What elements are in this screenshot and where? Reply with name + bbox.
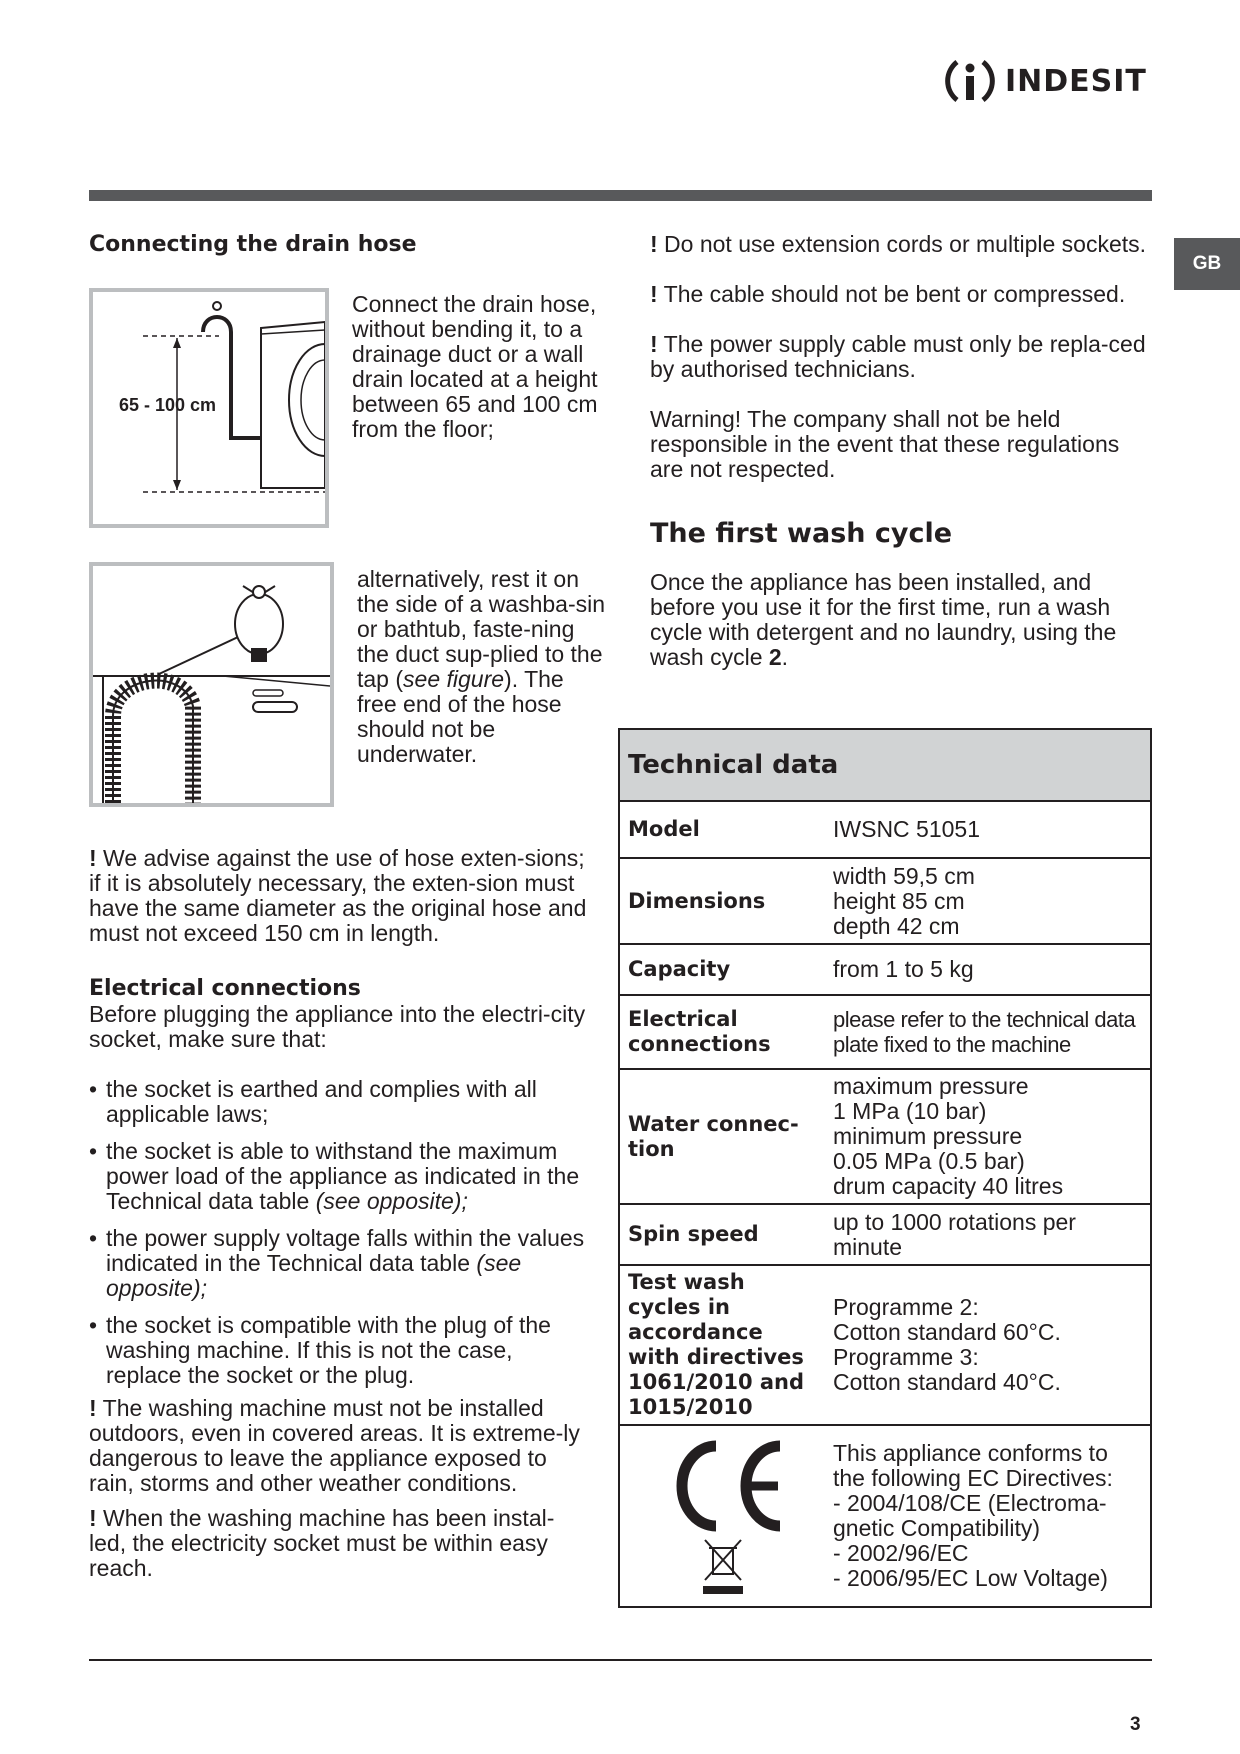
water-connection-label: Water connec- tion <box>619 1069 825 1204</box>
water-connection-value: maximum pressure 1 MPa (10 bar) minimum pressure 0.05 MPa (0.5 bar) drum capacity 40 litres <box>825 1069 1151 1204</box>
table-row <box>619 1069 1151 1204</box>
table-row <box>619 1204 1151 1265</box>
language-tab: GB <box>1174 238 1240 290</box>
washbasin-instruction-text: alternatively, rest it on the side of a washba-sin or bathtub, faste-ning the duct sup-plied to the tap (see figure). The free end of the hose should not be underwater. <box>357 566 606 767</box>
capacity-label: Capacity <box>619 944 825 995</box>
table-row <box>619 801 1151 858</box>
extension-cord-warning: ! Do not use extension cords or multiple sockets. <box>650 231 1147 257</box>
electrical-connections-heading: Electrical connections <box>89 976 361 1001</box>
table-row <box>619 995 1151 1069</box>
page-number: 3 <box>1130 1714 1141 1735</box>
table-row <box>619 858 1151 944</box>
dimensions-value: width 59,5 cm height 85 cm depth 42 cm <box>825 858 1151 944</box>
list-item: • the power supply voltage falls within the values indicated in the Technical data table (see opposite); <box>89 1226 589 1301</box>
electrical-intro: Before plugging the appliance into the electri-city socket, make sure that: <box>89 1001 586 1052</box>
list-item: • the socket is earthed and complies with all applicable laws; <box>89 1077 589 1127</box>
cable-bend-warning: ! The cable should not be bent or compressed. <box>650 281 1126 307</box>
spin-speed-value: up to 1000 rotations per minute <box>825 1204 1151 1265</box>
list-item: • the socket is able to withstand the maximum power load of the appliance as indicated in the Technical data table (see opposite); <box>89 1139 589 1214</box>
dimensions-label: Dimensions <box>619 858 825 944</box>
table-header-row <box>619 729 1151 801</box>
electrical-checklist <box>89 1077 589 1388</box>
table-row <box>619 944 1151 995</box>
first-wash-text: Once the appliance has been installed, and before you use it for the first time, run a wash cycle with detergent and no laundry, using the wash cycle 2. <box>650 569 1117 670</box>
cable-replace-warning: ! The power supply cable must only be repla-ced by authorised technicians. <box>650 331 1146 382</box>
liability-warning: Warning! The company shall not be held responsible in the event that these regulations are not respected. <box>650 406 1120 482</box>
certification-marks <box>619 1425 825 1607</box>
list-item: • the socket is compatible with the plug of the washing machine. If this is not the case, replace the socket or the plug. <box>89 1313 589 1388</box>
right-column <box>650 232 1152 670</box>
ec-directives: This appliance conforms to the following EC Directives: - 2004/108/CE (Electroma-gnetic Compatibility) - 2002/96/EC - 2006/95/EC Low Voltage) <box>825 1425 1151 1607</box>
test-wash-value: Programme 2: Cotton standard 60°C. Programme 3: Cotton standard 40°C. <box>825 1265 1151 1425</box>
footer-rule <box>89 1659 1152 1661</box>
capacity-value: from 1 to 5 kg <box>825 944 1151 995</box>
brand-i-icon <box>943 54 997 108</box>
drain-instructions <box>352 292 602 442</box>
model-value: IWSNC 51051 <box>825 801 1151 858</box>
first-wash-heading: The first wash cycle <box>650 518 953 549</box>
outdoor-warning: ! The washing machine must not be installed outdoors, even in covered areas. It is extreme-ly dangerous to leave the appliance exposed to rain, storms and other weather conditions. <box>89 1395 580 1496</box>
test-wash-label: Test wash cycles in accordance with directives 1061/2010 and 1015/2010 <box>619 1265 825 1425</box>
table-row <box>619 1265 1151 1425</box>
technical-data-table <box>618 728 1152 1608</box>
table-row <box>619 1425 1151 1607</box>
header-rule <box>89 190 1152 201</box>
left-column <box>89 232 589 258</box>
electrical-value: please refer to the technical data plate fixed to the machine <box>825 995 1151 1069</box>
brand-name: INDESIT <box>1005 63 1147 99</box>
weee-bin-icon <box>703 1540 743 1594</box>
washbasin-illustration <box>93 566 330 803</box>
left-lower-column <box>89 846 589 1581</box>
washbasin-instructions <box>357 567 607 767</box>
indesit-logo <box>943 54 1147 108</box>
drain-instruction-text: Connect the drain hose, without bending it, to a drainage duct or a wall drain located at a height between 65 and 100 cm from the floor; <box>352 291 598 442</box>
electrical-label: Electrical connections <box>619 995 825 1069</box>
technical-data-title: Technical data <box>619 729 1151 801</box>
height-label: 65 - 100 cm <box>119 395 217 415</box>
washbasin-figure <box>89 562 334 807</box>
hose-extension-warning: ! We advise against the use of hose exten-sions; if it is absolutely necessary, the exten-sion must have the same diameter as the original hose and must not exceed 150 cm in length. <box>89 845 587 946</box>
drain-height-illustration <box>93 292 325 524</box>
drain-hose-heading: Connecting the drain hose <box>89 232 417 257</box>
drain-height-figure <box>89 288 329 528</box>
spin-speed-label: Spin speed <box>619 1204 825 1265</box>
socket-reach-warning: ! When the washing machine has been instal-led, the electricity socket must be within easy reach. <box>89 1505 555 1581</box>
ce-mark-icon <box>658 1428 788 1598</box>
model-label: Model <box>619 801 825 858</box>
